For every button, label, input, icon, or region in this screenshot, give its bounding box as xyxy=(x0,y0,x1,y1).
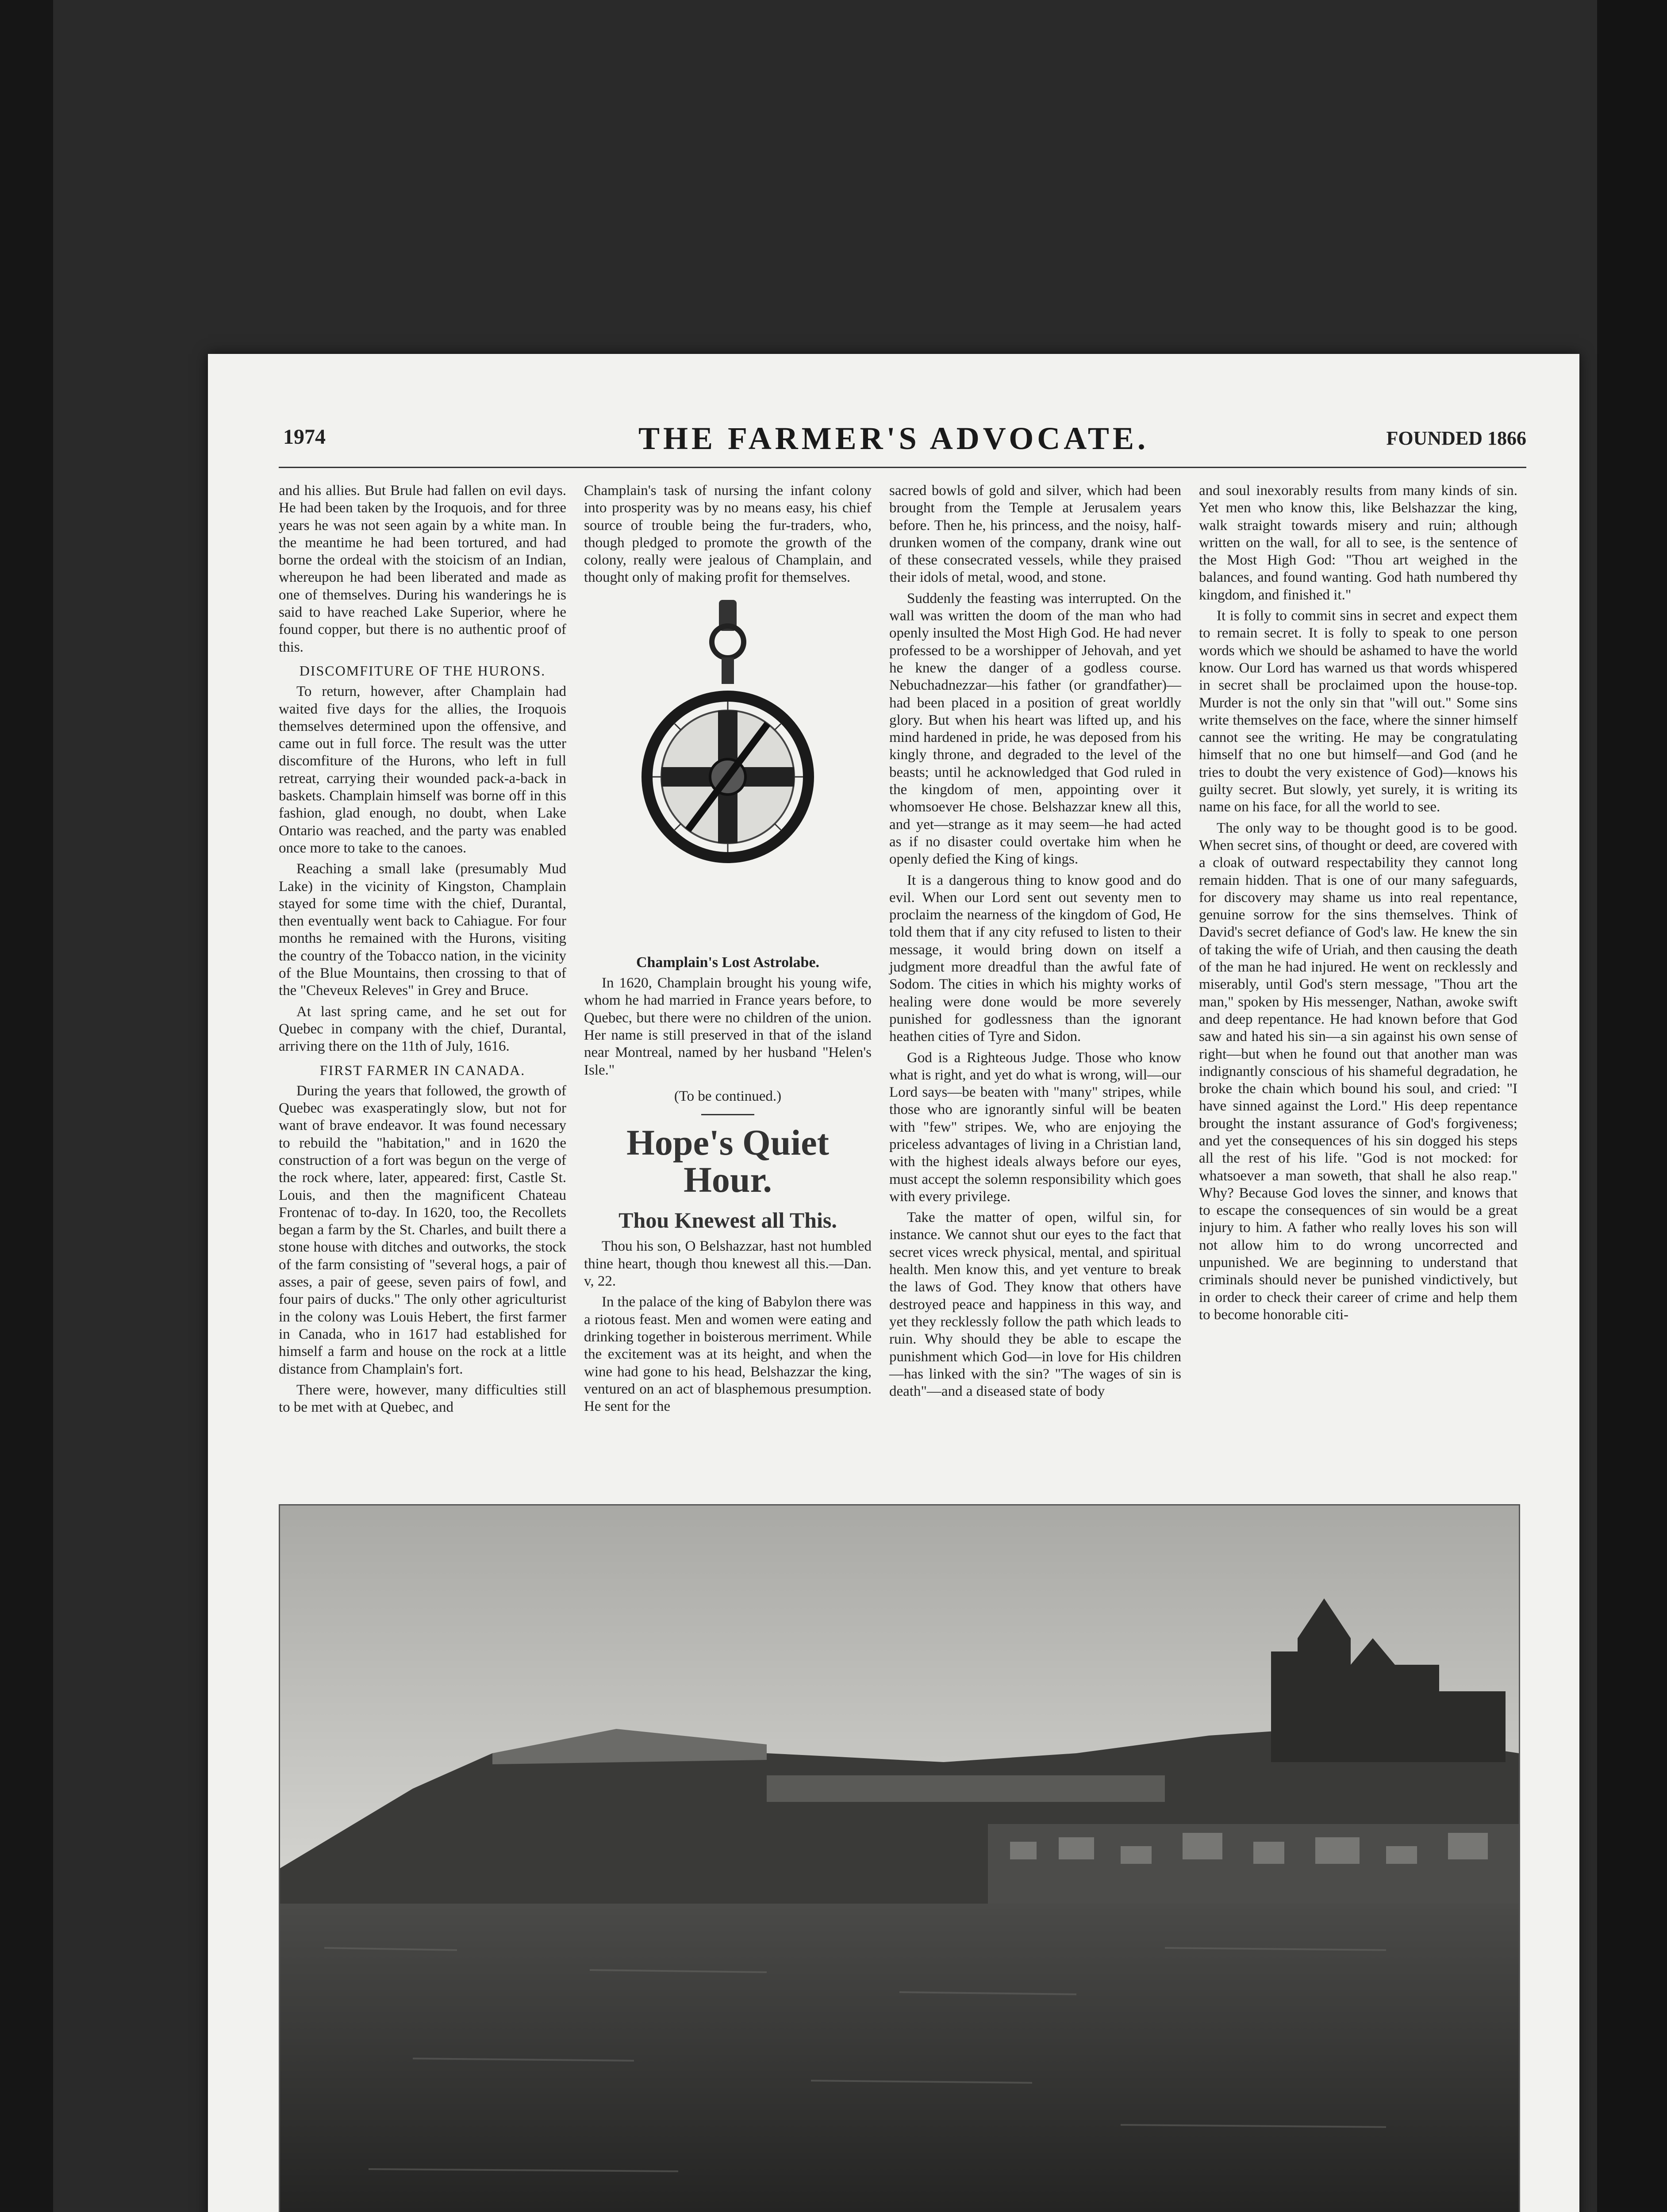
paragraph: During the years that followed, the growth of Quebec was exasperatingly slow, but not for want of brave endeavor. It was found necessary to rebuild the "habitation," and in 1620 the construction of a fort was begun on the verge of the rock where, later, appeared: first, Castle St. Louis, and then the magnificent Chateau Frontenac of to-day. In 1620, too, the Recollets began a farm by the St. Charles, and built there a stone house with ditches and outworks, the stock of the farm consisting of "several hogs, a pair of asses, a pair of geese, seven pairs of fowl, and four pairs of ducks." The only other agriculturist in the colony was Louis Hebert, the first farmer in Canada, who in 1617 had established for himself a farm and house on the rock at a little distance from Champlain's fort. xyxy=(279,1083,566,1377)
header-rule xyxy=(279,467,1526,468)
column-1 xyxy=(279,482,566,1420)
film-border-right xyxy=(1597,0,1667,2212)
paragraph: Champlain's task of nursing the infant colony into prosperity was by no means easy, his chief source of trouble being the fur-traders, who, though pledged to promote the growth of the colony, really were jealous of Champlain, and thought only of making profit for themselves. xyxy=(584,483,872,586)
masthead-title: THE FARMER'S ADVOCATE. xyxy=(638,421,1149,456)
paragraph: sacred bowls of gold and silver, which had been brought from the Temple at Jerusalem years before. Then he, his princess, and the noisy, half-drunken women of the company, drank wine out of these consecrated vessels, while they praised their idols of metal, wood, and stone. xyxy=(889,483,1181,586)
paragraph: In 1620, Champlain brought his young wife, whom he had married in France years before, to Quebec, but there were no children of the union. Her name is still preserved in that of the island near Montreal, named by her husband "Helen's Isle." xyxy=(584,975,872,1078)
continued-note: (To be continued.) xyxy=(674,1088,782,1104)
quebec-photograph xyxy=(279,1504,1520,2212)
paragraph: It is folly to commit sins in secret and expect them to remain secret. It is folly to speak to one person words which we should be ashamed to have the world know. Our Lord has warned us that words whispered in secret shall be proclaimed upon the house-top. Murder is not the only sin that "will out." Some sins write themselves on the face, where the sinner himself cannot see the writing. He may be congratulating himself that no one but himself—and God (and he tries to doubt the very existence of God)—knows his guilty secret. But slowly, yet surely, it is writing its name on his face, for all the world to see. xyxy=(1199,608,1517,815)
column-4 xyxy=(1199,482,1517,1327)
paragraph: There were, however, many difficulties still to be met with at Quebec, and xyxy=(279,1382,566,1416)
paragraph: To return, however, after Champlain had waited five days for the allies, the Iroquois themselves determined upon the offensive, and came out in full force. The result was the utter discomfiture of the Hurons, who left in full retreat, carrying their wounded pack-a-back in baskets. Champlain himself was borne off in this fashion, glad enough, no doubt, when Lake Ontario was reached, and the party was enabled once more to take to the canoes. xyxy=(279,684,566,856)
newspaper-page xyxy=(208,354,1579,2212)
paragraph: It is a dangerous thing to know good and do evil. When our Lord sent out seventy men to proclaim the nearness of the kingdom of God, He told them that if any city refused to listen to their message, it would bring down on itself a judgment more dreadful than the awful fate of Sodom. The cities in which his mighty works of healing were done would be more severely punished for godlessness than the ignorant heathen cities of Tyre and Sidon. xyxy=(889,872,1181,1045)
hopes-quiet-hour-title: Hope's Quiet Hour. xyxy=(626,1122,829,1200)
scripture-quote: Thou his son, O Belshazzar, hast not humbled thine heart, though thou knewest all this.—Dan. v, 22. xyxy=(584,1238,872,1290)
film-border-left xyxy=(0,0,53,2212)
page-number: 1974 xyxy=(283,425,326,449)
astrolabe-caption: Champlain's Lost Astrolabe. xyxy=(636,954,820,971)
astrolabe-illustration xyxy=(639,600,816,945)
paragraph: Reaching a small lake (presumably Mud Lake) in the vicinity of Kingston, Champlain stayed for some time with the chief, Durantal, then eventually went back to Cahiague. For four months he remained with the Hurons, visiting the country of the Tobacco nation, in the vicinity of the Blue Mountains, then crossing to that of the "Cheveux Releves" in Grey and Bruce. xyxy=(279,861,566,999)
paragraph: At last spring came, and he set out for Quebec in company with the chief, Durantal, arriving there on the 11th of July, 1616. xyxy=(279,1003,566,1055)
founded-label: FOUNDED 1866 xyxy=(1386,427,1526,449)
paragraph: Take the matter of open, wilful sin, for instance. We cannot shut our eyes to the fact that secret vices wreck physical, mental, and spiritual health. Men know this, and yet venture to break the laws of God. They know that others have destroyed peace and happiness in this way, and yet they recklessly follow the path which leads to ruin. Why should they be able to escape the punishment which God—in love for His children—has linked with the sin? "The wages of sin is death"—and a diseased state of body xyxy=(889,1210,1181,1400)
paragraph: The only way to be thought good is to be good. When secret sins, of thought or deed, are covered with a cloak of outward respectability they cannot long remain hidden. That is one of our many safeguards, for discovery may shame us into real repentance, genuine sorrow for the sins themselves. Think of David's secret defiance of God's law. He knew the sin of taking the wife of Uriah, and then causing the death of the man he had injured. He went on recklessly and miserably, until God's stern message, "Thou art the man," spoken by His messenger, Nathan, awoke swift and deep repentance. He had known before that God saw and hated his sin—a sin against his own sense of right—but when he found out that another man was indignantly conscious of his shameful degradation, he broke the chain which bound his soul, and cried: "I have sinned against the Lord." His deep repentance brought the instant assurance of God's forgiveness; and yet the consequences of his sin dogged his steps all the rest of his life. "God is not mocked: for whatsoever a man soweth, that shall he also reap." Why? Because God loves the sinner, and knows that to escape the consequences of sin would be a great injury to him. A father who really loves his son will not allow him to do wrong uncorrected and unpunished. We are beginning to understand that criminals should never be punished vindictively, but in order to check their career of crime and help them to become honorable citi- xyxy=(1199,820,1517,1323)
paragraph: Suddenly the feasting was interrupted. On the wall was written the doom of the man who had openly insulted the Most High God. He had never professed to be a worshipper of Jehovah, and yet he knew the danger of a godless course. Nebuchadnezzar—his father (or grandfather)—had been placed in a position of great worldly glory. But when his heart was lifted up, and his mind hardened in pride, he was deposed from his kingly throne, and degraded to the level of the beasts; until he acknowledged that God ruled in the kingdom of men, appointing over it whomsoever He chose. Belshazzar knew all this, and yet—strange as it may seem—he had acted as if no disaster could overtake him when he openly defied the King of kings. xyxy=(889,590,1181,868)
thou-knewest-title: Thou Knewest all This. xyxy=(618,1208,837,1233)
column-2 xyxy=(584,482,872,1419)
paragraph: God is a Righteous Judge. Those who know what is right, and yet do what is wrong, will—our Lord says—be beaten with "many" stripes, while those who are ignorantly sinful will be beaten with "few" stripes. We, who are enjoying the priceless advantages of living in a Christian land, with the highest ideals always before our eyes, must accept the solemn responsibility which goes with every privilege. xyxy=(889,1049,1181,1205)
section-divider xyxy=(701,1114,754,1115)
column-3 xyxy=(889,482,1181,1404)
paragraph: and soul inexorably results from many kinds of sin. Yet men who know this, like Belshazzar the king, walk straight towards misery and ruin; although written on the wall, for all to see, is the sentence of the Most High God: "Thou art weighed in the balances, and found wanting. God hath numbered thy kingdom, and finished it." xyxy=(1199,483,1517,603)
paragraph: In the palace of the king of Babylon there was a riotous feast. Men and women were eating and drinking together in boisterous merriment. While the excitement was at its height, and when the wine had gone to his head, Belshazzar the king, ventured on an act of blasphemous presumption. He sent for the xyxy=(584,1294,872,1415)
section-heading: DISCOMFITURE OF THE HURONS. xyxy=(299,662,546,679)
paragraph: and his allies. But Brule had fallen on evil days. He had been taken by the Iroquois, and for three years he was not seen again by a white man. In the meantime he had been tortured, and had borne the ordeal with the stoicism of an Indian, whereupon he had been liberated and made as one of themselves. During his wanderings he is said to have reached Lake Superior, where he found copper, but there is no authentic proof of this. xyxy=(279,483,566,655)
section-heading: FIRST FARMER IN CANADA. xyxy=(319,1062,526,1078)
